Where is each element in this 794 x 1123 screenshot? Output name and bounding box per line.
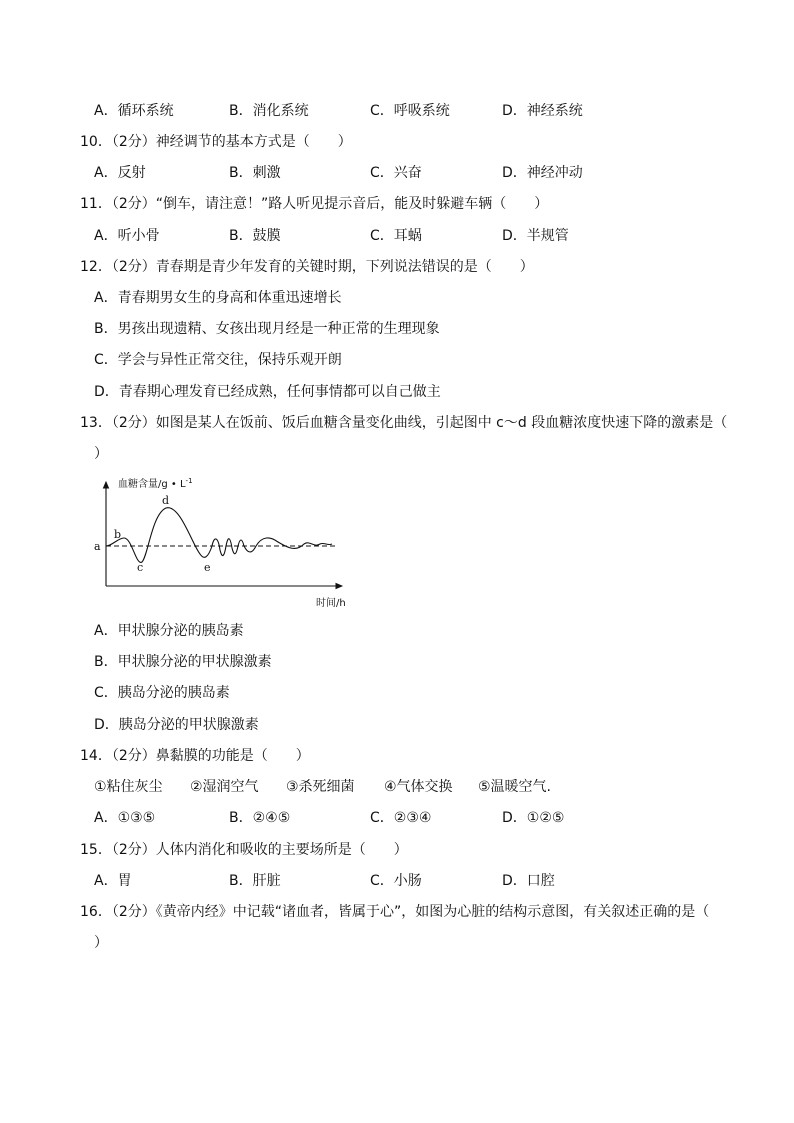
q14-item-1: ①粘住灰尘 xyxy=(94,779,163,795)
q10-option-a[interactable]: A．反射 xyxy=(94,165,146,181)
point-e-label: e xyxy=(204,561,211,574)
q13-option-b[interactable]: B．甲状腺分泌的甲状腺激素 xyxy=(94,654,272,670)
q11-option-a[interactable]: A．听小骨 xyxy=(94,228,160,244)
blood-sugar-figure xyxy=(84,474,364,612)
q13-option-d[interactable]: D．胰岛分泌的甲状腺激素 xyxy=(94,717,259,733)
q16-stem: 16．（2分）《黄帝内经》中记载“诸血者，皆属于心”，如图为心脏的结构示意图，有关叙述正确的是（ xyxy=(80,904,710,920)
q13-stem-cont: ） xyxy=(94,446,108,462)
q14-option-d[interactable]: D．①②⑤ xyxy=(502,810,565,826)
q13-stem: 13．（2分）如图是某人在饭前、饭后血糖含量变化曲线，引起图中 c～d 段血糖浓度快速下降的激素是（ xyxy=(80,415,728,431)
q14-option-c[interactable]: C．②③④ xyxy=(370,810,432,826)
q11-options xyxy=(94,227,714,245)
q9-option-a[interactable]: A．循环系统 xyxy=(94,103,174,119)
q14-item-2: ②湿润空气 xyxy=(190,779,259,795)
q11-option-d[interactable]: D．半规管 xyxy=(502,228,569,244)
q14-option-b[interactable]: B．②④⑤ xyxy=(229,810,291,826)
q14-stem: 14．（2分）鼻黏膜的功能是（ ） xyxy=(80,748,310,764)
q15-option-b[interactable]: B．肝脏 xyxy=(229,873,281,889)
point-a-label: a xyxy=(94,540,101,553)
q14-option-a[interactable]: A．①③⑤ xyxy=(94,810,156,826)
point-d-label: d xyxy=(162,494,170,507)
q11-stem: 11．（2分）“倒车，请注意！”路人听见提示音后，能及时躲避车辆（ ） xyxy=(80,196,549,212)
q15-options xyxy=(94,872,714,890)
q9-option-d[interactable]: D．神经系统 xyxy=(502,103,583,119)
q15-stem: 15．（2分）人体内消化和吸收的主要场所是（ ） xyxy=(80,842,408,858)
point-b-label: b xyxy=(114,528,122,541)
q13-option-c[interactable]: C．胰岛分泌的胰岛素 xyxy=(94,685,230,701)
q12-stem: 12．（2分）青春期是青少年发育的关键时期，下列说法错误的是（ ） xyxy=(80,259,534,275)
q12-option-c[interactable]: C．学会与异性正常交往，保持乐观开朗 xyxy=(94,352,342,368)
q12-option-b[interactable]: B．男孩出现遗精、女孩出现月经是一种正常的生理现象 xyxy=(94,321,440,337)
point-c-label: c xyxy=(137,561,144,574)
q10-stem: 10．（2分）神经调节的基本方式是（ ） xyxy=(80,134,352,150)
q11-option-b[interactable]: B．鼓膜 xyxy=(229,228,281,244)
q12-option-a[interactable]: A．青春期男女生的身高和体重迅速增长 xyxy=(94,290,342,306)
q10-option-d[interactable]: D．神经冲动 xyxy=(502,165,583,181)
q9-option-c[interactable]: C．呼吸系统 xyxy=(370,103,450,119)
q10-options xyxy=(94,164,714,182)
q12-option-d[interactable]: D．青春期心理发育已经成熟，任何事情都可以自己做主 xyxy=(94,384,441,400)
q14-item-4: ④气体交换 xyxy=(384,779,453,795)
q15-option-c[interactable]: C．小肠 xyxy=(370,873,422,889)
q15-option-a[interactable]: A．胃 xyxy=(94,873,132,889)
y-axis-label: 血糖含量/g • $L^{-1}$ xyxy=(118,477,193,490)
blood-sugar-curve-diagram xyxy=(84,474,364,612)
q9-option-b[interactable]: B．消化系统 xyxy=(229,103,309,119)
blood-sugar-curve xyxy=(106,508,332,563)
q14-options xyxy=(94,809,714,827)
x-axis-label: 时间/h xyxy=(316,598,346,609)
q15-option-d[interactable]: D．口腔 xyxy=(502,873,555,889)
q16-stem-cont: ） xyxy=(94,935,108,951)
q10-option-c[interactable]: C．兴奋 xyxy=(370,165,422,181)
q9-options xyxy=(94,102,714,120)
q14-item-3: ③杀死细菌 xyxy=(286,779,355,795)
q11-option-c[interactable]: C．耳蜗 xyxy=(370,228,422,244)
q14-item-5: ⑤温暖空气. xyxy=(478,779,552,795)
q10-option-b[interactable]: B．刺激 xyxy=(229,165,281,181)
q13-option-a[interactable]: A．甲状腺分泌的胰岛素 xyxy=(94,623,244,639)
q14-items xyxy=(94,778,694,796)
